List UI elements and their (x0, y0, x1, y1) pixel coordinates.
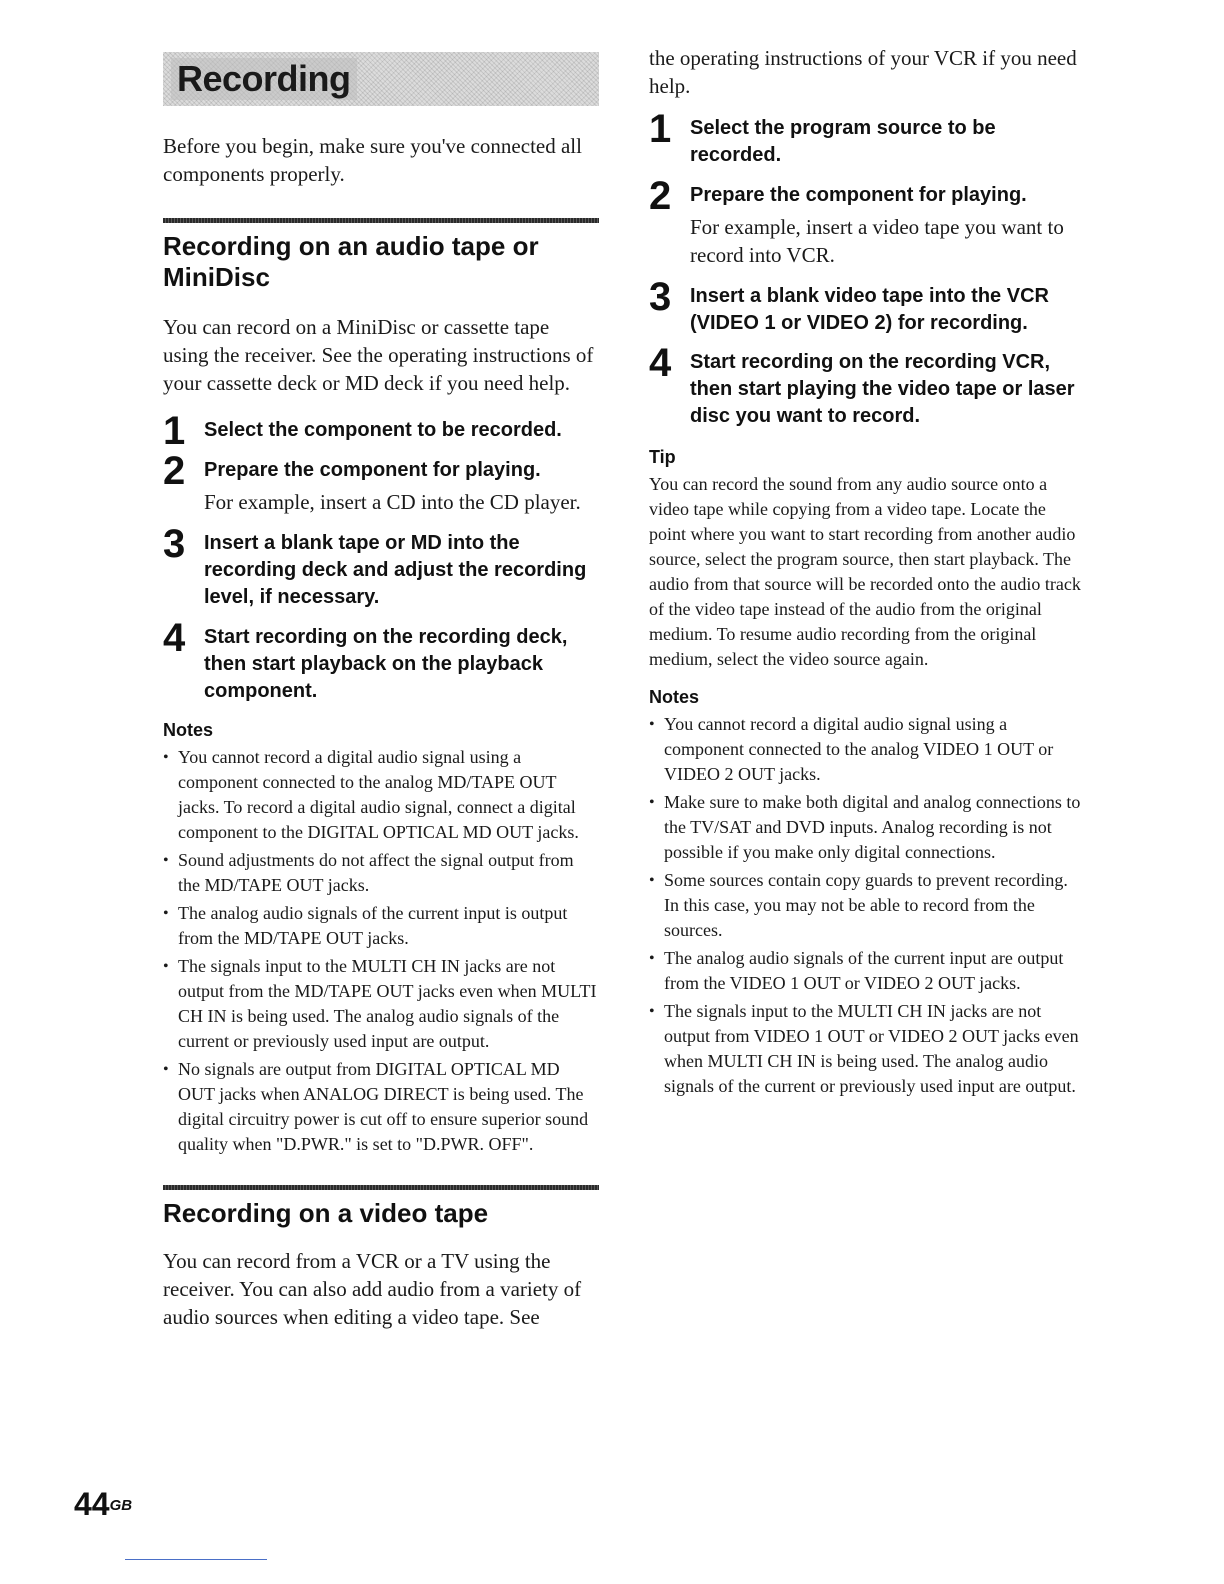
step-number: 4 (649, 341, 672, 385)
step-text: Prepare the component for playing. (204, 459, 541, 481)
audio-section-title: Recording on an audio tape or MiniDisc (163, 231, 539, 292)
list-item: • No signals are output from DIGITAL OPTICAL MD OUT jacks when ANALOG DIRECT is being used. The digital circuitry power is cut off to ensure superior sound quality when "D.PWR." is set to "D.PWR. OFF". (163, 1057, 599, 1157)
audio-step-1 (163, 409, 599, 453)
right-column (649, 44, 1085, 1102)
step-number: 2 (649, 174, 672, 218)
audio-step-2 (163, 449, 599, 516)
list-item: • Make sure to make both digital and analog connections to the TV/SAT and DVD inputs. Analog recording is not possible if you make only digital connections. (649, 790, 1085, 865)
step-number: 3 (649, 275, 672, 319)
list-item: • Some sources contain copy guards to prevent recording. In this case, you may not be able to record from the sources. (649, 868, 1085, 943)
step-text: Prepare the component for playing. (690, 184, 1027, 206)
video-notes-list (649, 712, 1085, 1099)
video-step-1 (649, 107, 1085, 169)
video-section-intro-continued: the operating instructions of your VCR if you need help. (649, 46, 1077, 98)
step-text: Start recording on the recording deck, then start playback on the playback component. (204, 626, 568, 702)
footer-line (125, 1559, 267, 1560)
step-number: 1 (163, 409, 186, 453)
step-number: 1 (649, 107, 672, 151)
section-rule (163, 218, 599, 223)
intro-paragraph: Before you begin, make sure you've connected all components properly. (163, 134, 582, 186)
step-text: Select the program source to be recorded. (690, 117, 996, 166)
list-item: • You cannot record a digital audio signal using a component connected to the analog VIDEO 1 OUT or VIDEO 2 OUT jacks. (649, 712, 1085, 787)
step-text: Insert a blank tape or MD into the recording deck and adjust the recording level, if necessary. (204, 532, 587, 608)
step-number: 3 (163, 522, 186, 566)
step-description: For example, insert a CD into the CD player. (204, 490, 581, 514)
video-step-4 (649, 341, 1085, 430)
step-text: Insert a blank video tape into the VCR (VIDEO 1 or VIDEO 2) for recording. (690, 285, 1049, 334)
list-item: • The analog audio signals of the current input are output from the VIDEO 1 OUT or VIDEO 2 OUT jacks. (649, 946, 1085, 996)
step-number: 2 (163, 449, 186, 493)
audio-notes-heading: Notes (163, 720, 214, 740)
step-number: 4 (163, 616, 186, 660)
audio-notes-list (163, 745, 599, 1157)
video-section-title: Recording on a video tape (163, 1198, 489, 1228)
tip-heading: Tip (649, 447, 676, 467)
step-text: Select the component to be recorded. (204, 419, 562, 441)
page-number-value: 44 (74, 1486, 110, 1522)
list-item: • The signals input to the MULTI CH IN jacks are not output from VIDEO 1 OUT or VIDEO 2 OUT jacks even when MULTI CH IN is being used. The analog audio signals of the current or previously used input are output. (649, 999, 1085, 1099)
page-number (74, 1484, 132, 1524)
audio-section-intro: You can record on a MiniDisc or cassette tape using the receiver. See the operating instructions of your cassette deck or MD deck if you need help. (163, 315, 594, 395)
audio-step-3 (163, 522, 599, 611)
list-item: • You cannot record a digital audio signal using a component connected to the analog MD/TAPE OUT jacks. To record a digital audio signal, connect a digital component to the DIGITAL OPTICAL MD OUT jacks. (163, 745, 599, 845)
chapter-title: Recording (171, 58, 357, 100)
list-item: • Sound adjustments do not affect the signal output from the MD/TAPE OUT jacks. (163, 848, 599, 898)
left-column (163, 52, 599, 1331)
video-section-intro: You can record from a VCR or a TV using the receiver. You can also add audio from a variety of audio sources when editing a video tape. See (163, 1249, 582, 1329)
video-step-3 (649, 275, 1085, 337)
audio-step-4 (163, 616, 599, 705)
video-notes-heading: Notes (649, 687, 700, 707)
step-text: Start recording on the recording VCR, then start playing the video tape or laser disc you want to record. (690, 351, 1075, 427)
list-item: • The signals input to the MULTI CH IN jacks are not output from the MD/TAPE OUT jacks even when MULTI CH IN is being used. The analog audio signals of the current or previously used input are output. (163, 954, 599, 1054)
step-description: For example, insert a video tape you want to record into VCR. (690, 215, 1064, 267)
section-rule (163, 1185, 599, 1190)
page-number-suffix: GB (109, 1497, 133, 1514)
list-item: • The analog audio signals of the current input is output from the MD/TAPE OUT jacks. (163, 901, 599, 951)
video-step-2 (649, 174, 1085, 269)
chapter-banner (163, 52, 599, 106)
tip-text: You can record the sound from any audio source onto a video tape while copying from a video tape. Locate the point where you want to start recording from another audio source, select the program source, then start playback. The audio from that source will be recorded onto the audio track of the video tape instead of the audio from the original medium. To resume audio recording from the original medium, select the video source again. (649, 474, 1081, 669)
